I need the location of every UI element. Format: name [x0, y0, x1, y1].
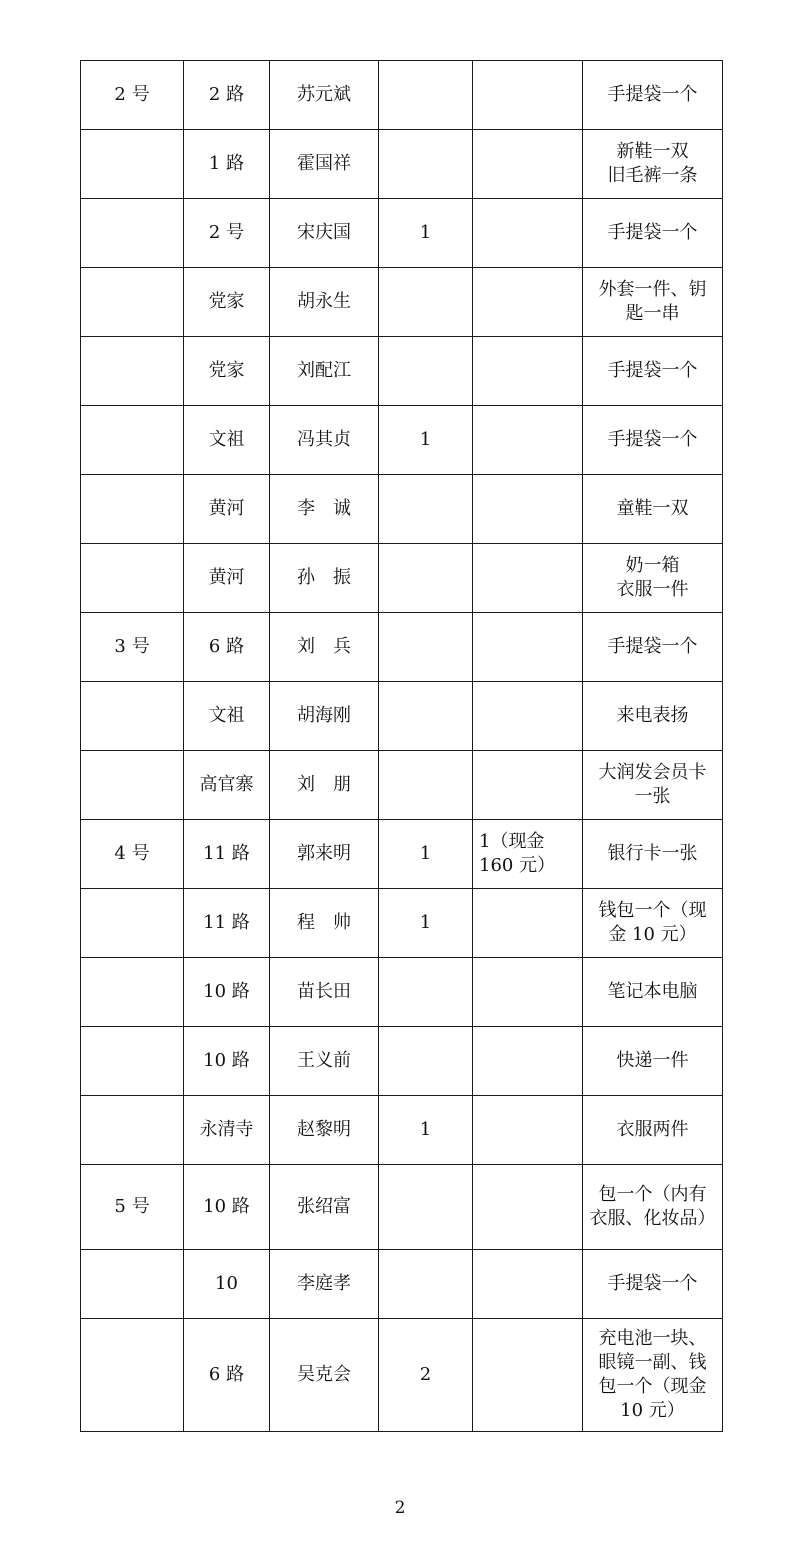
cell-count [379, 1027, 473, 1096]
cell-found [473, 1165, 583, 1250]
cell-date: 4 号 [81, 820, 184, 889]
cell-found [473, 544, 583, 613]
cell-driver: 霍国祥 [270, 130, 379, 199]
cell-count [379, 613, 473, 682]
cell-date [81, 406, 184, 475]
table-row [81, 544, 723, 613]
cell-date [81, 1319, 184, 1432]
cell-lost: 来电表扬 [583, 682, 723, 751]
cell-lost: 童鞋一双 [583, 475, 723, 544]
cell-lost: 手提袋一个 [583, 613, 723, 682]
cell-lost: 钱包一个（现 金 10 元） [583, 889, 723, 958]
table-row [81, 958, 723, 1027]
page-number: 2 [394, 1498, 406, 1518]
table-row [81, 337, 723, 406]
cell-line: 文祖 [184, 406, 270, 475]
table-row [81, 61, 723, 130]
cell-count [379, 268, 473, 337]
cell-found [473, 958, 583, 1027]
cell-line: 10 路 [184, 1165, 270, 1250]
cell-date: 5 号 [81, 1165, 184, 1250]
table-row [81, 199, 723, 268]
table-row [81, 130, 723, 199]
cell-driver: 孙 振 [270, 544, 379, 613]
cell-date [81, 751, 184, 820]
cell-date: 2 号 [81, 61, 184, 130]
cell-lost: 外套一件、钥 匙一串 [583, 268, 723, 337]
cell-found [473, 475, 583, 544]
cell-line: 2 路 [184, 61, 270, 130]
cell-count [379, 130, 473, 199]
cell-found [473, 337, 583, 406]
cell-line: 11 路 [184, 889, 270, 958]
cell-driver: 苗长田 [270, 958, 379, 1027]
cell-count [379, 751, 473, 820]
cell-driver: 程 帅 [270, 889, 379, 958]
cell-count: 1 [379, 1096, 473, 1165]
cell-found [473, 1096, 583, 1165]
cell-lost: 大润发会员卡 一张 [583, 751, 723, 820]
cell-driver: 冯其贞 [270, 406, 379, 475]
cell-driver: 胡永生 [270, 268, 379, 337]
cell-found [473, 61, 583, 130]
cell-lost: 新鞋一双 旧毛裤一条 [583, 130, 723, 199]
table-row [81, 751, 723, 820]
cell-driver: 苏元斌 [270, 61, 379, 130]
table-row [81, 1250, 723, 1319]
cell-lost: 笔记本电脑 [583, 958, 723, 1027]
cell-found: 1（现金 160 元） [473, 820, 583, 889]
table-row [81, 1096, 723, 1165]
cell-count: 1 [379, 199, 473, 268]
cell-driver: 刘 兵 [270, 613, 379, 682]
cell-driver: 胡海刚 [270, 682, 379, 751]
cell-driver: 刘配江 [270, 337, 379, 406]
cell-driver: 张绍富 [270, 1165, 379, 1250]
cell-line: 6 路 [184, 613, 270, 682]
cell-driver: 李庭孝 [270, 1250, 379, 1319]
cell-date [81, 475, 184, 544]
cell-line: 2 号 [184, 199, 270, 268]
cell-count [379, 61, 473, 130]
cell-count [379, 682, 473, 751]
cell-lost: 手提袋一个 [583, 61, 723, 130]
cell-line: 黄河 [184, 475, 270, 544]
cell-line: 党家 [184, 268, 270, 337]
cell-driver: 刘 朋 [270, 751, 379, 820]
table-row [81, 268, 723, 337]
table-row [81, 820, 723, 889]
cell-found [473, 613, 583, 682]
cell-lost: 衣服两件 [583, 1096, 723, 1165]
cell-lost: 充电池一块、 眼镜一副、钱 包一个（现金 10 元） [583, 1319, 723, 1432]
cell-found [473, 1319, 583, 1432]
cell-date [81, 268, 184, 337]
cell-line: 10 路 [184, 1027, 270, 1096]
cell-date [81, 1027, 184, 1096]
cell-count: 1 [379, 406, 473, 475]
cell-count: 1 [379, 820, 473, 889]
cell-date [81, 958, 184, 1027]
cell-driver: 赵黎明 [270, 1096, 379, 1165]
cell-line: 黄河 [184, 544, 270, 613]
table-row [81, 889, 723, 958]
cell-line: 10 路 [184, 958, 270, 1027]
cell-line: 1 路 [184, 130, 270, 199]
cell-line: 高官寨 [184, 751, 270, 820]
cell-line: 10 [184, 1250, 270, 1319]
cell-found [473, 199, 583, 268]
cell-count [379, 958, 473, 1027]
cell-driver: 吴克会 [270, 1319, 379, 1432]
cell-date: 3 号 [81, 613, 184, 682]
cell-found [473, 751, 583, 820]
cell-lost: 手提袋一个 [583, 199, 723, 268]
cell-found [473, 406, 583, 475]
table-body [81, 61, 723, 1432]
cell-count: 1 [379, 889, 473, 958]
cell-date [81, 544, 184, 613]
table-row [81, 1165, 723, 1250]
cell-date [81, 1096, 184, 1165]
table-row [81, 613, 723, 682]
cell-found [473, 1250, 583, 1319]
cell-lost: 手提袋一个 [583, 406, 723, 475]
cell-count [379, 475, 473, 544]
cell-count [379, 337, 473, 406]
cell-line: 文祖 [184, 682, 270, 751]
cell-found [473, 682, 583, 751]
cell-line: 11 路 [184, 820, 270, 889]
cell-date [81, 199, 184, 268]
cell-lost: 快递一件 [583, 1027, 723, 1096]
cell-count [379, 544, 473, 613]
cell-date [81, 682, 184, 751]
cell-lost: 手提袋一个 [583, 1250, 723, 1319]
cell-driver: 宋庆国 [270, 199, 379, 268]
cell-found [473, 130, 583, 199]
cell-found [473, 268, 583, 337]
cell-date [81, 130, 184, 199]
cell-found [473, 1027, 583, 1096]
cell-count [379, 1250, 473, 1319]
cell-line: 6 路 [184, 1319, 270, 1432]
cell-count: 2 [379, 1319, 473, 1432]
cell-date [81, 337, 184, 406]
cell-date [81, 889, 184, 958]
table-row [81, 1319, 723, 1432]
cell-lost: 包一个（内有 衣服、化妆品） [583, 1165, 723, 1250]
cell-line: 党家 [184, 337, 270, 406]
table-row [81, 1027, 723, 1096]
table-row [81, 682, 723, 751]
table-row [81, 475, 723, 544]
cell-date [81, 1250, 184, 1319]
cell-found [473, 889, 583, 958]
cell-driver: 郭来明 [270, 820, 379, 889]
cell-lost: 手提袋一个 [583, 337, 723, 406]
cell-lost: 奶一箱 衣服一件 [583, 544, 723, 613]
cell-line: 永清寺 [184, 1096, 270, 1165]
table-row [81, 406, 723, 475]
cell-count [379, 1165, 473, 1250]
cell-lost: 银行卡一张 [583, 820, 723, 889]
records-table [80, 60, 723, 1432]
cell-driver: 王义前 [270, 1027, 379, 1096]
cell-driver: 李 诚 [270, 475, 379, 544]
